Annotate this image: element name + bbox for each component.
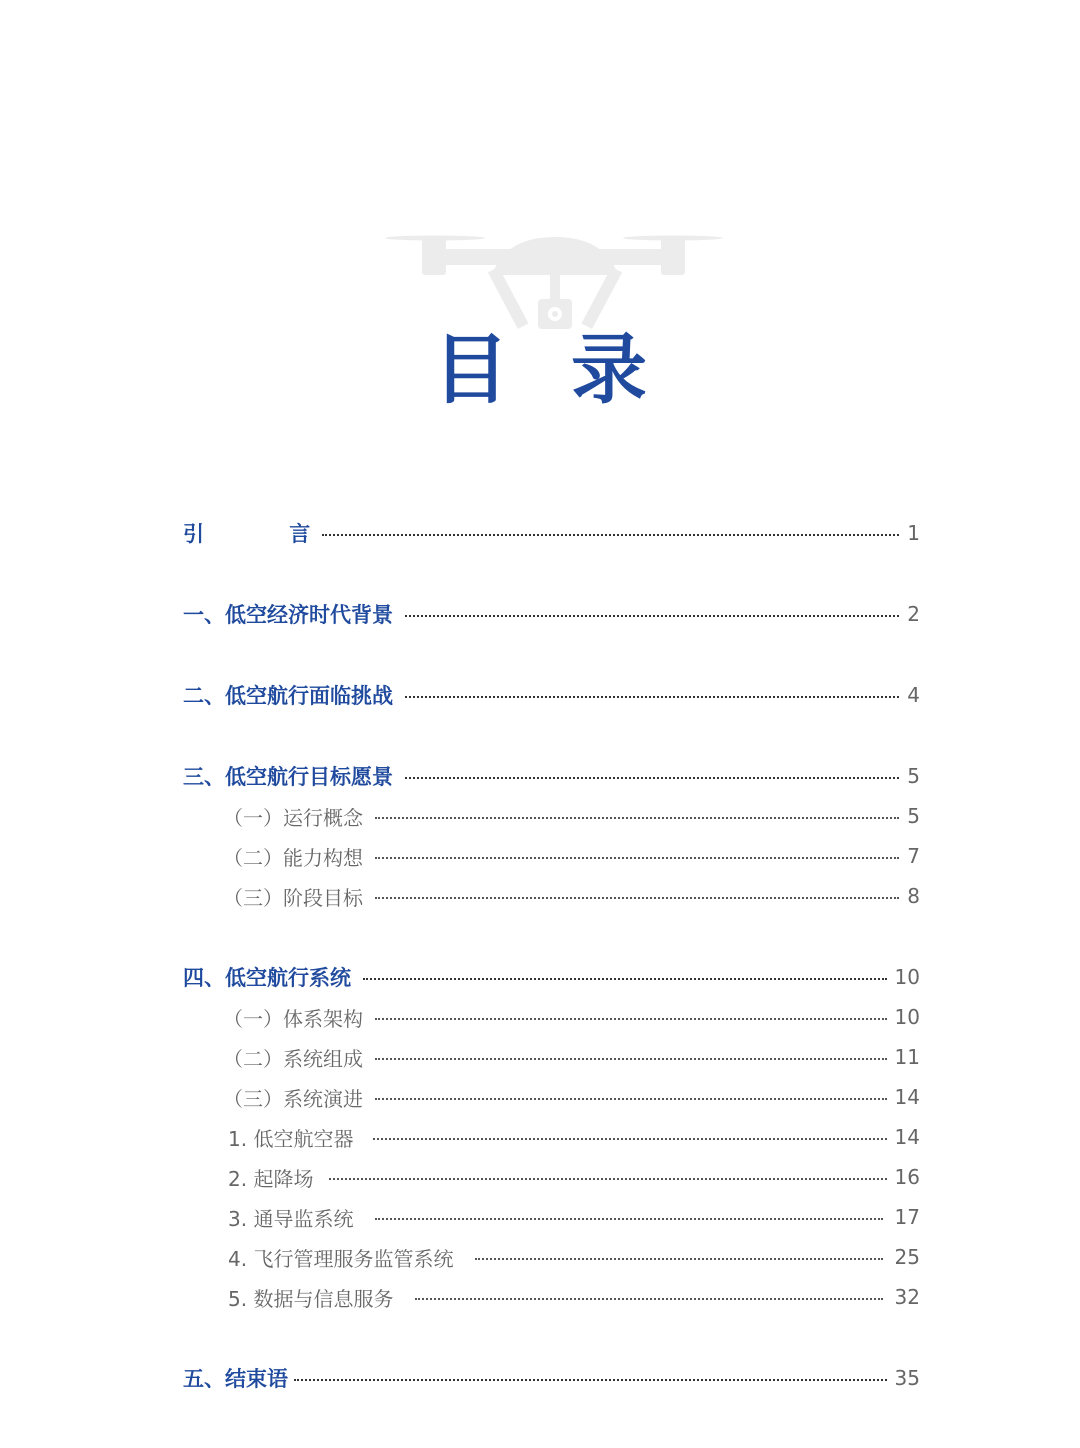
toc-page-number: 25	[894, 1245, 920, 1269]
toc-entry-label: 引 言	[183, 521, 311, 546]
toc-entry-label: 1. 低空航空器	[228, 1126, 354, 1151]
toc-leader-dots	[363, 978, 887, 980]
toc-leader-dots	[322, 534, 899, 536]
toc-entry-label: 二、低空航行面临挑战	[183, 683, 393, 708]
toc-entry-chapter-4[interactable]	[183, 962, 920, 992]
toc-entry-label: （三）阶段目标	[223, 885, 363, 910]
toc-entry-item-2[interactable]	[228, 1162, 920, 1192]
toc-page-number: 32	[894, 1285, 920, 1309]
toc-entry-label: （二）系统组成	[223, 1046, 363, 1071]
toc-entry-label: （三）系统演进	[223, 1086, 363, 1111]
toc-entry-label: （一）运行概念	[223, 805, 363, 830]
toc-entry-label: （一）体系架构	[223, 1006, 363, 1031]
toc-entry-label: 三、低空航行目标愿景	[183, 764, 393, 789]
toc-leader-dots	[294, 1379, 887, 1381]
toc-leader-dots	[405, 777, 899, 779]
toc-entry-label: 五、结束语	[183, 1366, 288, 1391]
toc-entry-section-4-3[interactable]	[223, 1082, 920, 1112]
toc-entry-section-4-2[interactable]	[223, 1042, 920, 1072]
toc-page-number: 10	[894, 965, 920, 989]
toc-entry-chapter-1[interactable]	[183, 599, 920, 629]
toc-page-number: 14	[894, 1125, 920, 1149]
toc-entry-label: 2. 起降场	[228, 1166, 314, 1191]
toc-leader-dots	[415, 1298, 882, 1300]
toc-entry-label: 四、低空航行系统	[183, 965, 351, 990]
toc-entry-section-3-2[interactable]	[223, 841, 920, 871]
toc-leader-dots	[375, 1218, 882, 1220]
toc-leader-dots	[375, 897, 899, 899]
toc-entry-item-3[interactable]	[228, 1202, 920, 1232]
toc-entry-label: 3. 通导监系统	[228, 1206, 354, 1231]
toc-page-number: 5	[907, 764, 920, 788]
toc-page-number: 7	[907, 844, 920, 868]
toc-leader-dots	[375, 857, 899, 859]
toc-page-number: 10	[894, 1005, 920, 1029]
toc-page-number: 4	[907, 683, 920, 707]
toc-leader-dots	[375, 1098, 887, 1100]
toc-page-number: 16	[894, 1165, 920, 1189]
toc-entry-chapter-2[interactable]	[183, 680, 920, 710]
toc-entry-label: 一、低空经济时代背景	[183, 602, 393, 627]
toc-entry-label: （二）能力构想	[223, 845, 363, 870]
toc-entry-label: 5. 数据与信息服务	[228, 1286, 394, 1311]
toc-page-number: 35	[894, 1366, 920, 1390]
toc-page-number: 8	[907, 884, 920, 908]
toc-entry-chapter-5[interactable]	[183, 1363, 920, 1393]
toc-leader-dots	[329, 1178, 886, 1180]
title-char-2: 录	[571, 325, 647, 414]
toc-page-number: 14	[894, 1085, 920, 1109]
toc-leader-dots	[405, 615, 899, 617]
toc-leader-dots	[375, 817, 899, 819]
toc-entry-label: 4. 飞行管理服务监管系统	[228, 1246, 454, 1271]
toc-entry-chapter-3[interactable]	[183, 761, 920, 791]
toc-entry-section-3-3[interactable]	[223, 881, 920, 911]
toc-leader-dots	[405, 696, 899, 698]
toc-page-number: 1	[907, 521, 920, 545]
toc-page-number: 5	[907, 804, 920, 828]
drone-icon	[380, 225, 730, 335]
toc-entry-section-4-1[interactable]	[223, 1002, 920, 1032]
page-title	[0, 325, 1080, 415]
toc-entry-section-3-1[interactable]	[223, 801, 920, 831]
toc-page-number: 17	[894, 1205, 920, 1229]
toc-page-number: 2	[907, 602, 920, 626]
toc-leader-dots	[373, 1138, 886, 1140]
toc-entry-item-1[interactable]	[228, 1122, 920, 1152]
toc-entry-item-5[interactable]	[228, 1282, 920, 1312]
toc-leader-dots	[375, 1018, 887, 1020]
toc-leader-dots	[475, 1258, 882, 1260]
toc-entry-intro[interactable]	[183, 518, 920, 548]
toc-page-number: 11	[894, 1045, 920, 1069]
toc-leader-dots	[375, 1058, 887, 1060]
title-char-1: 目	[433, 325, 509, 414]
toc-entry-item-4[interactable]	[228, 1242, 920, 1272]
